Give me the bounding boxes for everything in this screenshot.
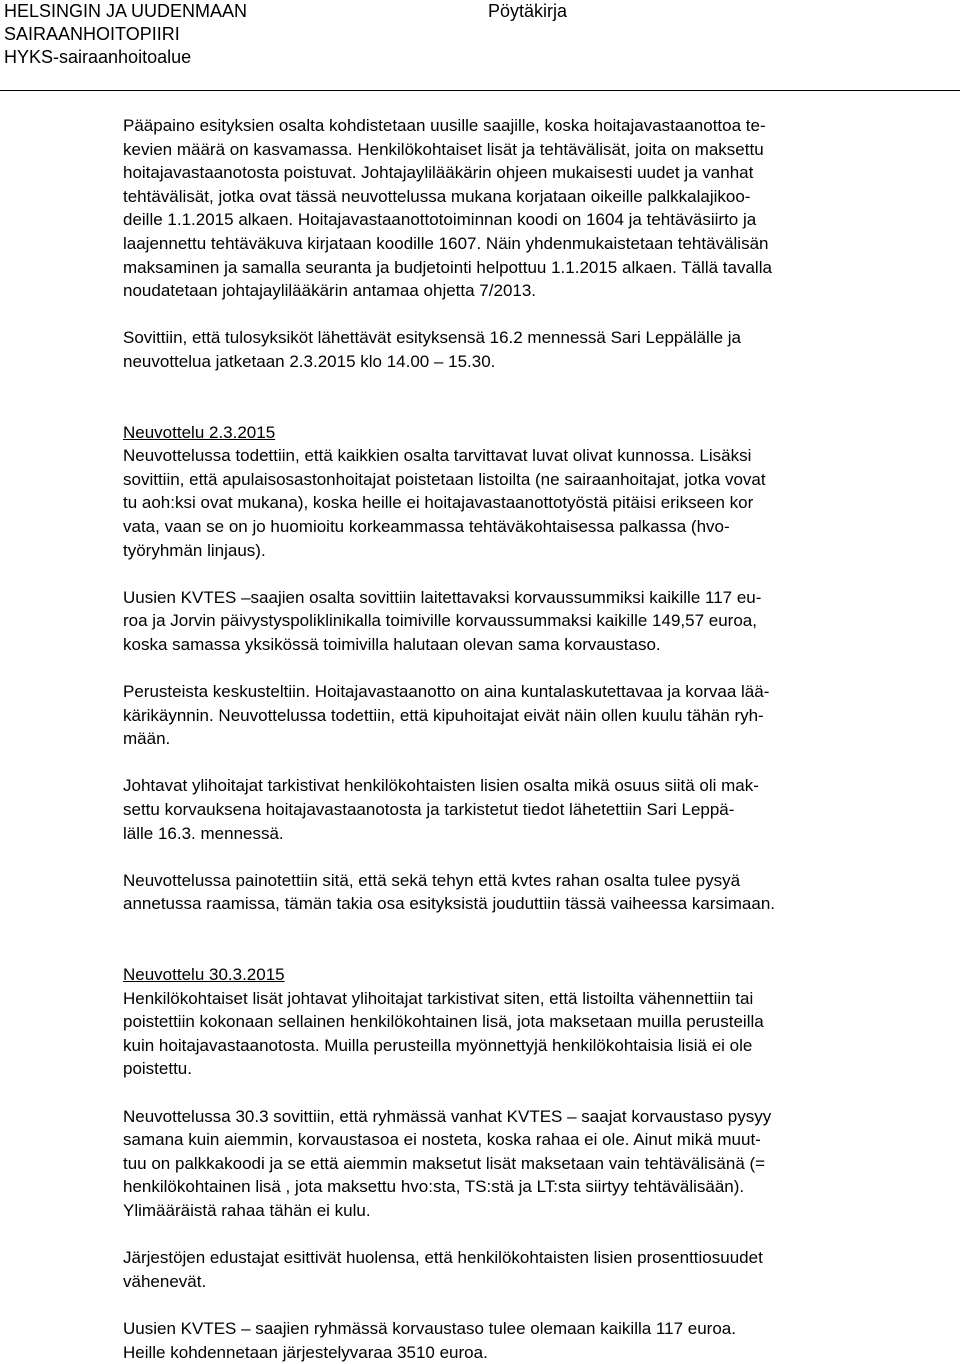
org-line-1: HELSINGIN JA UUDENMAAN [4, 1, 248, 21]
paragraph-old-kvtes: Neuvottelussa 30.3 sovittiin, että ryhmässä vanhat KVTES – saajat korvaustaso pysyy samana kuin aiemmin, korvaustasoa ei nosteta, koska rahaa ei ole. Ainut mikä muut- tuu on palkkakoodi ja se että aiemmin maksetut lisät maksetaan vain tehtävälisänä (= henkilökohtainen lisä , jota maksettu hvo:sta, TS:stä ja LT:sta siirtyy tehtävälisään). Ylimääräistä rahaa tähän ei kulu. [123, 1106, 772, 1220]
paragraph-personal-allowances: Henkilökohtaiset lisät johtavat ylihoitajat tarkistivat siten, että listoilta vähennettiin tai poistettiin kokonaan sellainen henkilökohtainen lisä, jota maksetaan muilla perusteilla kuin hoitajavastaanotosta. Muilla perusteilla myönnettyjä henkilökohtaisia lisiä ei ole poistettu. [123, 988, 764, 1079]
section-heading-30-3-2015: Neuvottelu 30.3.2015 [123, 965, 285, 984]
header-divider [0, 90, 960, 91]
paragraph-grounds: Perusteista keskusteltiin. Hoitajavastaanotto on aina kuntalaskutettavaa ja korvaa lää- kärikäynnin. Neuvottelussa todettiin, että kipuhoitajat eivät näin ollen kuulu tähän ryh- mään. [123, 682, 770, 749]
paragraph-head-nurses: Johtavat ylihoitajat tarkistivat henkilökohtaisten lisien osalta mikä osuus siitä oli mak- settu korvauksena hoitajavastaanotosta ja tarkistetut tiedot lähetettiin Sari Leppä- lälle 16.3. mennessä. [123, 776, 759, 843]
paragraph-organizations: Järjestöjen edustajat esittivät huolensa, että henkilökohtaisten lisien prosenttiosuudet vähenevät. [123, 1248, 763, 1291]
organization-name [4, 0, 247, 69]
paragraph-agreement: Sovittiin, että tulosyksiköt lähettävät esityksensä 16.2 mennessä Sari Leppälälle ja neuvottelua jatketaan 2.3.2015 klo 14.00 – 15.30. [123, 328, 742, 371]
org-line-2: SAIRAANHOITOPIIRI [4, 24, 180, 44]
org-line-3: HYKS-sairaanhoitoalue [4, 47, 192, 67]
paragraph-new-kvtes: Uusien KVTES –saajien osalta sovittiin laitettavaksi korvaussummiksi kaikille 117 eu- roa ja Jorvin päivystyspoliklinikalla toimiville korvaussummaksi kaikille 149,57 euroa, koska samassa yksikössä toimivilla halutaan olevan sama korvaustaso. [123, 587, 762, 654]
paragraph-budget: Neuvottelussa painotettiin sitä, että sekä tehyn että kvtes rahan osalta tulee pysyä annetussa raamissa, tämän takia osa esityksistä jouduttiin tässä vaiheessa karsimaan. [123, 870, 775, 914]
document-type: Pöytäkirja [488, 1, 568, 21]
paragraph-new-kvtes-rate: Uusien KVTES – saajien ryhmässä korvaustaso tulee olemaan kaikilla 117 euroa. Heille kohdennetaan järjestelyvaraa 3510 euroa. [123, 1318, 736, 1362]
paragraph-proposals: Pääpaino esityksien osalta kohdistetaan uusille saajille, koska hoitajavastaanottoa te- kevien määrä on kasvamassa. Henkilökohtaiset lisät ja tehtävälisät, joita on maksettu hoitajavastaanotosta poistuvat. Johtajaylilääkärin ohjeen mukaisesti uudet ja vanhat tehtävälisät, jotka ovat tässä neuvottelussa mukana korjataan oikeille palkkalajikoo- deille 1.1.2015 alkaen. Hoitajavastaanottotoiminnan koodi on 1604 ja tehtäväsiirto ja laajennettu tehtäväkuva kirjataan koodille 1607. Näin yhdenmukaistetaan tehtävälisän maksaminen ja samalla seuranta ja budjetointi helpottuu 1.1.2015 alkaen. Tällä tavalla noudatetaan johtajaylilääkärin antamaa ohjetta 7/2013. [123, 116, 772, 301]
document-body [123, 114, 923, 1364]
paragraph-permissions: Neuvottelussa todettiin, että kaikkien osalta tarvittavat luvat olivat kunnossa. Lisäksi sovittiin, että apulaisosastonhoitajat poistetaan listoilta (ne sairaanhoitajat, jotka vovat tu aoh:ksi ovat mukana), koska heille ei hoitajavastaanottotyöstä pitäisi erikseen kor vata, vaan se on jo huomioitu korkeammassa tehtäväkohtaisessa palkassa (hvo- työryhmän linjaus). [123, 446, 766, 560]
section-heading-2-3-2015: Neuvottelu 2.3.2015 [123, 422, 276, 442]
document-header [0, 0, 960, 92]
